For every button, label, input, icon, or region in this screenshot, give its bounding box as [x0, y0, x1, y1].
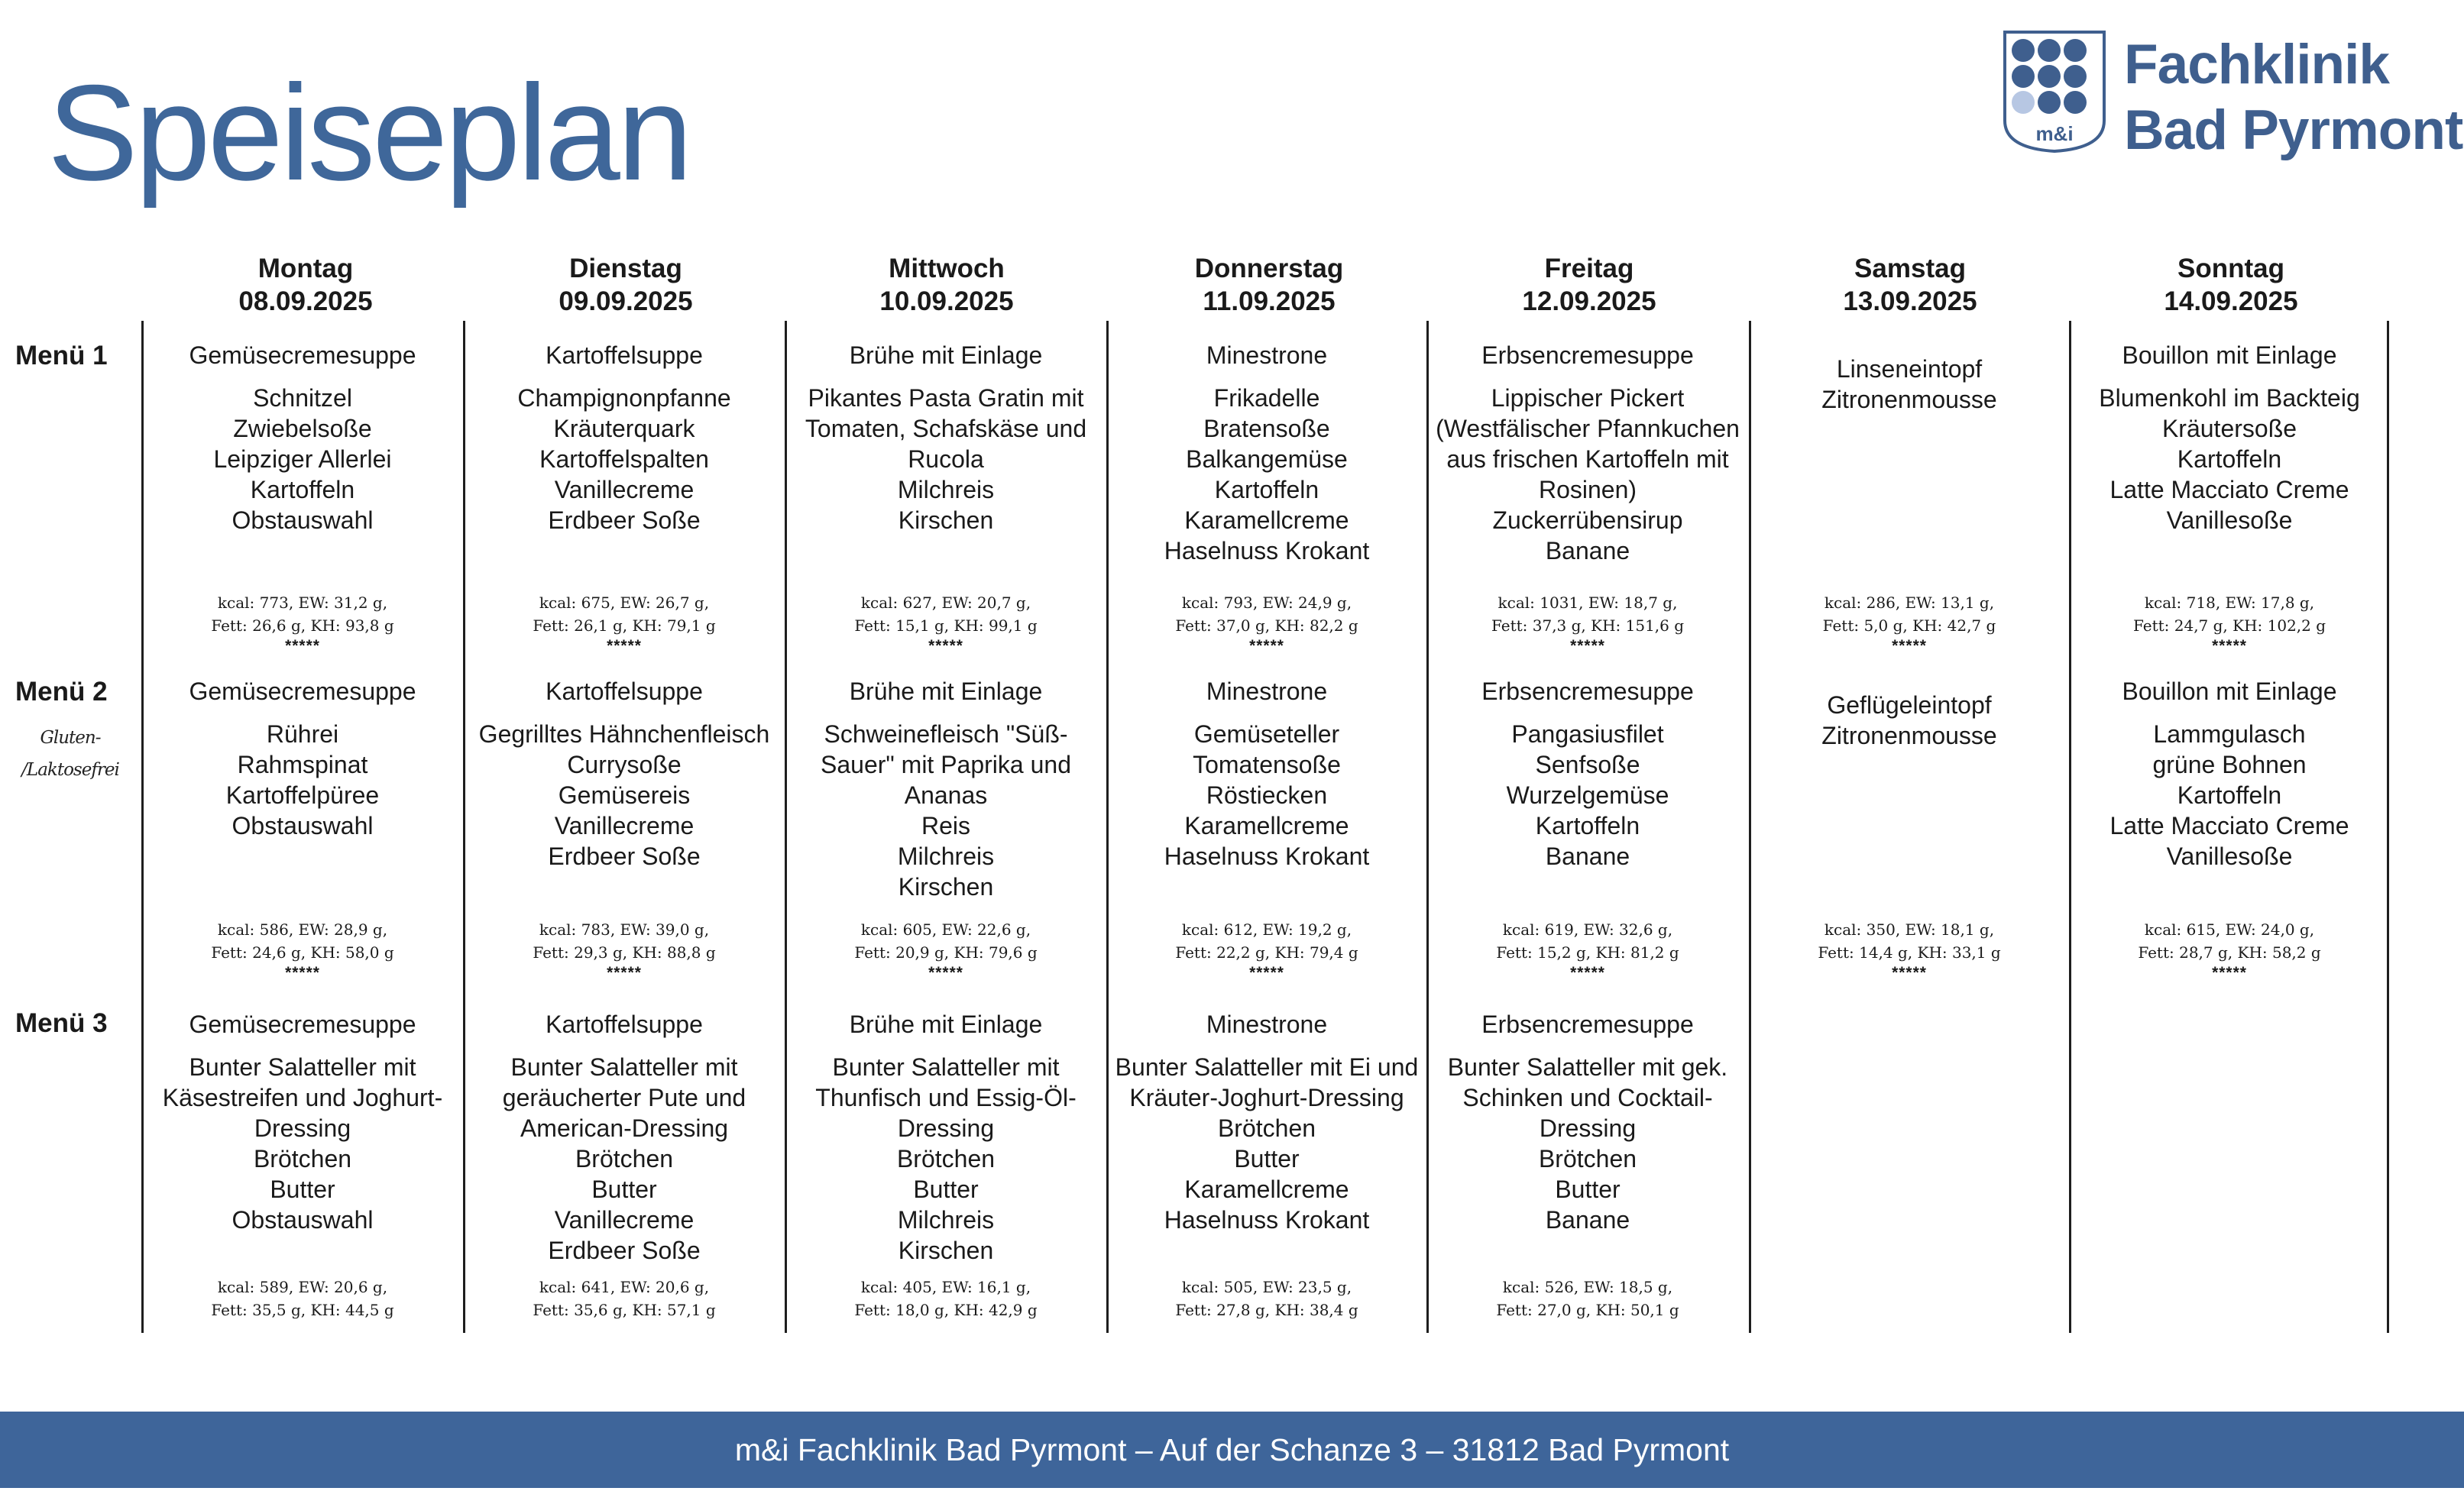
day-header-wednesday — [832, 252, 1061, 318]
dish-item: Rührei — [266, 720, 339, 748]
day-name: Sonntag — [2177, 254, 2284, 283]
clinic-logo — [2002, 31, 2463, 161]
nutrition-line-1: kcal: 627, EW: 20,7 g, — [860, 594, 1031, 612]
dish-item: Gemüseteller — [1193, 720, 1340, 748]
dish-item: Kirschen — [898, 506, 994, 534]
dish-item: Geflügeleintopf — [1827, 691, 1992, 719]
dish-item: Karamellcreme — [1184, 1176, 1349, 1203]
logo-line-2: Bad Pyrmont — [2124, 99, 2463, 161]
meal-cell — [789, 1010, 1102, 1266]
nutrition-line-1: kcal: 605, EW: 22,6 g, — [860, 920, 1031, 939]
nutrition-line-2: Fett: 35,6 g, KH: 57,1 g — [533, 1301, 716, 1319]
dish-item: Kartoffeln — [1214, 476, 1319, 503]
nutrition-stars: ***** — [928, 964, 963, 982]
dish-item: Zwiebelsoße — [233, 415, 372, 442]
dish-list — [1431, 719, 1744, 872]
nutrition-line-2: Fett: 18,0 g, KH: 42,9 g — [854, 1301, 1038, 1319]
nutrition-stars: ***** — [2212, 964, 2247, 982]
dish-item: Kräuterquark — [553, 415, 695, 442]
dish-item: Kartoffelpüree — [225, 781, 380, 809]
meal-cell — [1431, 677, 1744, 872]
dish-list — [789, 719, 1102, 902]
nutrition-stars: ***** — [1570, 964, 1605, 982]
dish-item: Haselnuss Krokant — [1164, 843, 1370, 870]
day-header-tuesday — [511, 252, 740, 318]
column-divider — [2387, 321, 2389, 1333]
dish-item: geräucherter Pute und — [502, 1084, 746, 1111]
dish-item: Erdbeer Soße — [548, 843, 701, 870]
footer-bar: m&i Fachklinik Bad Pyrmont – Auf der Schanze 3 – 31812 Bad Pyrmont — [0, 1412, 2464, 1488]
nutrition-info — [1753, 591, 2066, 655]
nutrition-line-2: Fett: 37,3 g, KH: 151,6 g — [1491, 616, 1685, 635]
nutrition-info — [146, 591, 459, 655]
dish-item: Bunter Salatteller mit Ei und — [1115, 1053, 1419, 1081]
menu-label-2: Menü 2 — [15, 677, 108, 707]
dish-item: Brötchen — [575, 1145, 674, 1172]
meal-cell — [468, 341, 781, 535]
nutrition-line-1: kcal: 586, EW: 28,9 g, — [217, 920, 388, 939]
dish-item: Dressing — [254, 1114, 351, 1142]
nutrition-line-2: Fett: 22,2 g, KH: 79,4 g — [1175, 943, 1358, 962]
dish-list — [1431, 1052, 1744, 1235]
meal-cell — [468, 1010, 781, 1266]
dish-item: (Westfälischer Pfannkuchen — [1436, 415, 1740, 442]
nutrition-stars: ***** — [285, 637, 320, 655]
dish-item: Haselnuss Krokant — [1164, 537, 1370, 564]
nutrition-stars: ***** — [607, 964, 642, 982]
day-name: Samstag — [1854, 254, 1966, 283]
nutrition-stars: ***** — [1249, 637, 1284, 655]
nutrition-info — [789, 918, 1102, 982]
soup-name: Kartoffelsuppe — [546, 678, 703, 705]
nutrition-info — [468, 918, 781, 982]
day-date: 12.09.2025 — [1522, 286, 1656, 316]
nutrition-line-2: Fett: 27,8 g, KH: 38,4 g — [1175, 1301, 1358, 1319]
nutrition-stars: ***** — [1570, 637, 1605, 655]
dish-item: Banane — [1545, 843, 1630, 870]
dish-list — [789, 1052, 1102, 1266]
nutrition-line-1: kcal: 793, EW: 24,9 g, — [1181, 594, 1352, 612]
soup-name: Minestrone — [1206, 1011, 1328, 1038]
gluten-note-line-1: Gluten- — [40, 728, 101, 748]
nutrition-info — [789, 591, 1102, 655]
nutrition-line-1: kcal: 589, EW: 20,6 g, — [217, 1278, 388, 1296]
column-divider — [141, 321, 144, 1333]
day-name: Donnerstag — [1194, 254, 1344, 283]
nutrition-stars: ***** — [1892, 637, 1927, 655]
nutrition-line-1: kcal: 350, EW: 18,1 g, — [1824, 920, 1995, 939]
dish-list — [146, 383, 459, 535]
dish-item: Milchreis — [897, 843, 995, 870]
nutrition-info — [468, 1276, 781, 1321]
nutrition-stars: ***** — [2212, 637, 2247, 655]
nutrition-line-1: kcal: 615, EW: 24,0 g, — [2144, 920, 2315, 939]
dish-item: Bunter Salatteller mit gek. — [1447, 1053, 1728, 1081]
dish-item: Gegrilltes Hähnchenfleisch — [478, 720, 770, 748]
dish-item: Butter — [1234, 1145, 1300, 1172]
dish-item: Kartoffeln — [2177, 445, 2282, 473]
nutrition-line-2: Fett: 24,6 g, KH: 58,0 g — [211, 943, 394, 962]
soup-name: Minestrone — [1206, 341, 1328, 369]
dish-item: Tomaten, Schafskäse und — [805, 415, 1087, 442]
nutrition-stars: ***** — [1892, 964, 1927, 982]
dish-item: Erdbeer Soße — [548, 506, 701, 534]
dish-item: Bunter Salatteller mit — [832, 1053, 1060, 1081]
nutrition-line-1: kcal: 619, EW: 32,6 g, — [1502, 920, 1673, 939]
day-name: Mittwoch — [889, 254, 1005, 283]
dish-item: Schweinefleisch "Süß- — [824, 720, 1068, 748]
nutrition-line-2: Fett: 15,1 g, KH: 99,1 g — [854, 616, 1038, 635]
dish-item: Vanillesoße — [2166, 506, 2293, 534]
column-divider — [1749, 321, 1751, 1333]
day-header-friday — [1475, 252, 1704, 318]
soup-name: Brühe mit Einlage — [849, 1011, 1043, 1038]
nutrition-line-1: kcal: 675, EW: 26,7 g, — [539, 594, 710, 612]
nutrition-line-1: kcal: 526, EW: 18,5 g, — [1502, 1278, 1673, 1296]
nutrition-line-1: kcal: 612, EW: 19,2 g, — [1181, 920, 1352, 939]
dish-list — [1110, 1052, 1423, 1235]
column-divider — [1106, 321, 1109, 1333]
dish-item: Butter — [270, 1176, 335, 1203]
day-date: 08.09.2025 — [238, 286, 373, 316]
dish-item: Wurzelgemüse — [1506, 781, 1669, 809]
meal-cell — [1753, 677, 2066, 751]
meal-cell — [2073, 341, 2386, 535]
nutrition-info — [1431, 918, 1744, 982]
meal-cell — [1110, 677, 1423, 872]
soup-name: Minestrone — [1206, 678, 1328, 705]
day-date: 11.09.2025 — [1203, 286, 1336, 316]
dish-item: Milchreis — [897, 1206, 995, 1234]
meal-cell — [1110, 1010, 1423, 1235]
dish-item: Karamellcreme — [1184, 506, 1349, 534]
nutrition-line-1: kcal: 718, EW: 17,8 g, — [2144, 594, 2315, 612]
dish-item: Currysoße — [567, 751, 682, 778]
dish-item: Butter — [591, 1176, 657, 1203]
soup-name: Kartoffelsuppe — [546, 1011, 703, 1038]
nutrition-line-2: Fett: 15,2 g, KH: 81,2 g — [1496, 943, 1679, 962]
soup-name: Kartoffelsuppe — [546, 341, 703, 369]
dish-item: Zuckerrübensirup — [1492, 506, 1683, 534]
nutrition-line-1: kcal: 505, EW: 23,5 g, — [1181, 1278, 1352, 1296]
meal-cell — [146, 341, 459, 535]
nutrition-stars: ***** — [1249, 964, 1284, 982]
dish-item: Butter — [1555, 1176, 1621, 1203]
dish-list — [468, 383, 781, 535]
soup-name: Erbsencremesuppe — [1481, 341, 1694, 369]
nutrition-line-1: kcal: 783, EW: 39,0 g, — [539, 920, 710, 939]
dish-item: Tomatensoße — [1193, 751, 1341, 778]
menu-label-1: Menü 1 — [15, 341, 108, 370]
nutrition-line-2: Fett: 35,5 g, KH: 44,5 g — [211, 1301, 394, 1319]
dish-item: Käsestreifen und Joghurt- — [162, 1084, 443, 1111]
nutrition-info — [1110, 591, 1423, 655]
dish-list — [1431, 383, 1744, 566]
dish-item: Senfsoße — [1535, 751, 1640, 778]
nutrition-line-2: Fett: 29,3 g, KH: 88,8 g — [533, 943, 716, 962]
day-date: 14.09.2025 — [2164, 286, 2298, 316]
dish-item: Butter — [913, 1176, 979, 1203]
nutrition-line-1: kcal: 773, EW: 31,2 g, — [217, 594, 388, 612]
dish-item: Reis — [921, 812, 970, 839]
day-header-saturday — [1795, 252, 2025, 318]
dish-item: Banane — [1545, 537, 1630, 564]
dish-item: grüne Bohnen — [2152, 751, 2307, 778]
nutrition-line-1: kcal: 1031, EW: 18,7 g, — [1498, 594, 1678, 612]
day-name: Montag — [257, 254, 354, 283]
nutrition-line-1: kcal: 405, EW: 16,1 g, — [860, 1278, 1031, 1296]
column-divider — [785, 321, 787, 1333]
dish-item: Kräutersoße — [2161, 415, 2297, 442]
dish-item: Kartoffeln — [1535, 812, 1640, 839]
dish-item: Zitronenmousse — [1821, 722, 1997, 749]
logo-shield-icon — [2002, 31, 2107, 153]
nutrition-stars: ***** — [928, 637, 963, 655]
day-name: Freitag — [1544, 254, 1634, 283]
meal-cell — [146, 677, 459, 841]
soup-name: Brühe mit Einlage — [849, 678, 1043, 705]
nutrition-line-2: Fett: 5,0 g, KH: 42,7 g — [1822, 616, 1996, 635]
dish-item: Thunfisch und Essig-Öl- — [815, 1084, 1077, 1111]
soup-name: Gemüsecremesuppe — [189, 341, 416, 369]
dish-item: Bunter Salatteller mit — [510, 1053, 738, 1081]
dish-item: Vanillecreme — [554, 476, 695, 503]
nutrition-info — [1431, 591, 1744, 655]
dish-item: Brötchen — [1217, 1114, 1316, 1142]
nutrition-line-2: Fett: 20,9 g, KH: 79,6 g — [854, 943, 1038, 962]
dish-item: Röstiecken — [1206, 781, 1328, 809]
meal-cell — [468, 677, 781, 872]
soup-name: Gemüsecremesuppe — [189, 1011, 416, 1038]
meal-cell — [1431, 341, 1744, 566]
dish-item: Bunter Salatteller mit — [189, 1053, 416, 1081]
nutrition-line-1: kcal: 286, EW: 13,1 g, — [1824, 594, 1995, 612]
dish-item: Blumenkohl im Backteig — [2099, 384, 2360, 412]
dish-item: Obstauswahl — [232, 812, 374, 839]
dish-item: Gemüsereis — [558, 781, 691, 809]
nutrition-line-2: Fett: 26,6 g, KH: 93,8 g — [211, 616, 394, 635]
nutrition-info — [2073, 918, 2386, 982]
dish-item: Kirschen — [898, 873, 994, 901]
meal-cell — [789, 341, 1102, 535]
nutrition-info — [146, 918, 459, 982]
meal-cell — [1110, 341, 1423, 566]
dish-item: Pikantes Pasta Gratin mit — [808, 384, 1084, 412]
nutrition-stars: ***** — [607, 637, 642, 655]
dish-list — [1753, 354, 2066, 415]
dish-item: Rahmspinat — [237, 751, 368, 778]
dish-item: Kräuter-Joghurt-Dressing — [1129, 1084, 1404, 1111]
meal-cell — [1753, 341, 2066, 415]
dish-item: Karamellcreme — [1184, 812, 1349, 839]
dish-item: Ananas — [904, 781, 988, 809]
day-header-monday — [191, 252, 420, 318]
soup-name: Bouillon mit Einlage — [2122, 678, 2337, 705]
nutrition-line-2: Fett: 26,1 g, KH: 79,1 g — [533, 616, 716, 635]
nutrition-stars: ***** — [285, 964, 320, 982]
nutrition-info — [146, 1276, 459, 1321]
dish-item: Rosinen) — [1538, 476, 1637, 503]
dish-item: Kartoffelspalten — [539, 445, 709, 473]
day-header-sunday — [2116, 252, 2346, 318]
dish-item: Rucola — [908, 445, 984, 473]
dish-list — [468, 1052, 781, 1266]
soup-name: Erbsencremesuppe — [1481, 1011, 1694, 1038]
meal-cell — [1431, 1010, 1744, 1235]
nutrition-line-1: kcal: 641, EW: 20,6 g, — [539, 1278, 710, 1296]
dish-list — [1110, 719, 1423, 872]
page-title: Speiseplan — [47, 57, 690, 209]
soup-name: Gemüsecremesuppe — [189, 678, 416, 705]
logo-line-1: Fachklinik — [2124, 34, 2390, 95]
dish-item: Vanillesoße — [2166, 843, 2293, 870]
nutrition-info — [1110, 918, 1423, 982]
meal-cell — [789, 677, 1102, 902]
gluten-lactose-free-note — [17, 722, 124, 786]
dish-list — [1110, 383, 1423, 566]
dish-item: Brötchen — [896, 1145, 996, 1172]
dish-list — [146, 719, 459, 841]
dish-item: Latte Macciato Creme — [2109, 812, 2349, 839]
dish-list — [468, 719, 781, 872]
dish-item: Sauer" mit Paprika und — [821, 751, 1071, 778]
dish-item: Obstauswahl — [232, 1206, 374, 1234]
dish-item: Haselnuss Krokant — [1164, 1206, 1370, 1234]
menu-label-3: Menü 3 — [15, 1008, 108, 1038]
meal-cell — [146, 1010, 459, 1235]
dish-item: Zitronenmousse — [1821, 386, 1997, 413]
gluten-note-line-2: /Laktosefrei — [21, 760, 119, 780]
dish-item: Frikadelle — [1213, 384, 1320, 412]
dish-item: Obstauswahl — [232, 506, 374, 534]
soup-name: Brühe mit Einlage — [849, 341, 1043, 369]
dish-item: Milchreis — [897, 476, 995, 503]
logo-badge-text: m&i — [2035, 122, 2074, 145]
dish-item: Lammgulasch — [2153, 720, 2306, 748]
day-date: 09.09.2025 — [559, 286, 693, 316]
day-date: 13.09.2025 — [1843, 286, 1977, 316]
nutrition-line-2: Fett: 28,7 g, KH: 58,2 g — [2138, 943, 2321, 962]
day-date: 10.09.2025 — [879, 286, 1014, 316]
dish-item: Brötchen — [253, 1145, 352, 1172]
dish-item: Latte Macciato Creme — [2109, 476, 2349, 503]
dish-list — [146, 1052, 459, 1235]
dish-item: Linseneintopf — [1836, 355, 1983, 383]
soup-name: Bouillon mit Einlage — [2122, 341, 2337, 369]
nutrition-info — [468, 591, 781, 655]
column-divider — [1426, 321, 1429, 1333]
dish-list — [2073, 383, 2386, 535]
nutrition-line-2: Fett: 37,0 g, KH: 82,2 g — [1175, 616, 1358, 635]
nutrition-line-2: Fett: 24,7 g, KH: 102,2 g — [2132, 616, 2326, 635]
dish-item: Banane — [1545, 1206, 1630, 1234]
dish-item: Vanillecreme — [554, 1206, 695, 1234]
column-divider — [463, 321, 465, 1333]
day-header-thursday — [1154, 252, 1384, 318]
dish-item: Lippischer Pickert — [1491, 384, 1685, 412]
dish-item: Kartoffeln — [2177, 781, 2282, 809]
dish-item: Kartoffeln — [250, 476, 355, 503]
dish-list — [1753, 690, 2066, 751]
nutrition-info — [1110, 1276, 1423, 1321]
dish-item: Champignonpfanne — [517, 384, 731, 412]
day-name: Dienstag — [569, 254, 682, 283]
nutrition-line-2: Fett: 27,0 g, KH: 50,1 g — [1496, 1301, 1679, 1319]
dish-item: Pangasiusfilet — [1511, 720, 1664, 748]
nutrition-info — [789, 1276, 1102, 1321]
dish-item: Bratensoße — [1203, 415, 1330, 442]
dish-item: Erdbeer Soße — [548, 1237, 701, 1264]
dish-list — [2073, 719, 2386, 872]
dish-item: Schinken und Cocktail- — [1462, 1084, 1713, 1111]
dish-item: Brötchen — [1538, 1145, 1637, 1172]
soup-name: Erbsencremesuppe — [1481, 678, 1694, 705]
dish-item: aus frischen Kartoffeln mit — [1446, 445, 1729, 473]
dish-item: Vanillecreme — [554, 812, 695, 839]
dish-item: Leipziger Allerlei — [213, 445, 392, 473]
dish-item: Kirschen — [898, 1237, 994, 1264]
nutrition-info — [1753, 918, 2066, 982]
column-divider — [2069, 321, 2071, 1333]
dish-item: American-Dressing — [520, 1114, 729, 1142]
dish-item: Schnitzel — [253, 384, 352, 412]
dish-item: Dressing — [1539, 1114, 1637, 1142]
meal-cell — [2073, 677, 2386, 872]
nutrition-line-2: Fett: 14,4 g, KH: 33,1 g — [1818, 943, 2001, 962]
nutrition-info — [2073, 591, 2386, 655]
dish-item: Balkangemüse — [1186, 445, 1348, 473]
nutrition-info — [1431, 1276, 1744, 1321]
dish-item: Dressing — [897, 1114, 995, 1142]
dish-list — [789, 383, 1102, 535]
